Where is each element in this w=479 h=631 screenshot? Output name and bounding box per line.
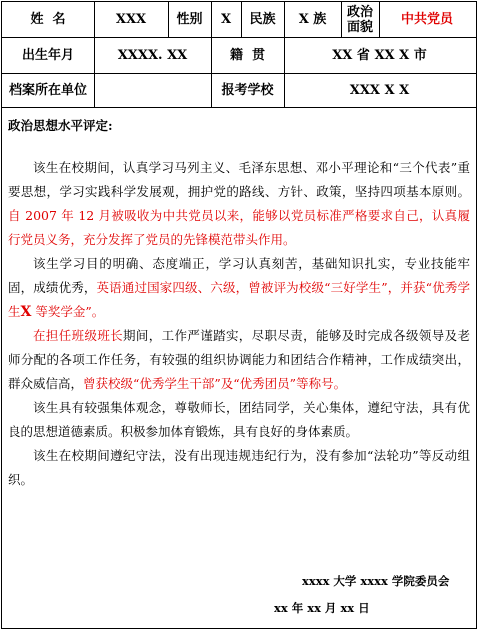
political-value: 中共党员 — [400, 12, 453, 27]
origin-label: 籍 贯 — [229, 47, 266, 63]
row3-divider — [2, 107, 476, 108]
gender-label: 性别 — [176, 12, 203, 27]
political-label-line2: 面貌 — [346, 19, 373, 35]
school-label: 报考学校 — [221, 82, 274, 98]
p2-text: 该生学习目的明确、态度端正，学习认真刻苦，基础知识扎实，专业技能牢固，成绩优秀， — [8, 256, 470, 295]
evaluation-title: 政治思想水平评定: — [8, 118, 113, 133]
signature-org: xxxx 大学 xxxx 学院委员会 — [302, 574, 450, 588]
signature-date: xx 年 xx 月 xx 日 — [274, 601, 370, 615]
evaluation-paragraph-1 — [8, 156, 470, 252]
archive-value — [94, 73, 211, 107]
evaluation-paragraph-4: 该生具有较强集体观念，尊敬师长，团结同学，关心集体，遵纪守法，具有优良的思想道德素质。积极参加体育锻炼，具有良好的身体素质。 — [8, 400, 470, 439]
name-value: XXX — [115, 12, 147, 27]
gender-value: X — [220, 12, 232, 27]
p1-highlight: 自 2007 年 12 月被吸收为中共党员以来，能够以党员标准严格要求自己，认真履行党员义务，充分发挥了党员的先锋模范带头作用。 — [8, 208, 470, 247]
p2-highlight-end: 等奖学金”。 — [31, 304, 105, 319]
evaluation-paragraph-5: 该生在校期间遵纪守法，没有出现违规违纪行为，没有参加“法轮功”等反动组织。 — [8, 448, 470, 487]
evaluation-paragraph-2 — [8, 252, 470, 324]
ethnicity-label: 民族 — [249, 12, 276, 27]
evaluation-form — [1, 1, 477, 629]
p3-highlight-start: 在担任班级班长 — [33, 328, 124, 343]
name-label: 姓 名 — [30, 12, 66, 27]
evaluation-paragraph-3 — [8, 324, 470, 396]
political-label-line1: 政治 — [346, 4, 373, 20]
origin-value: XX 省 XX X 市 — [332, 47, 427, 63]
evaluation-body — [8, 114, 470, 492]
p2-highlight: 英语通过国家四级、六级，曾被评为校级“三好学生”，并获“优秀学生 — [8, 280, 470, 319]
p3-text: 期间，工作严谨踏实，尽职尽责，能够及时完成各级领导及老师分配的各项工作任务，有较强的组织协调能力和团结合作精神，工作成绩突出，群众威信高， — [8, 328, 470, 391]
school-value: XXX X X — [349, 82, 410, 98]
birth-label: 出生年月 — [21, 47, 74, 63]
p2-highlight-grade: X — [20, 304, 32, 320]
political-label — [341, 2, 379, 37]
birth-value: XXXX. XX — [117, 47, 188, 63]
p3-highlight: 曾获校级“优秀学生干部”及“优秀团员”等称号。 — [83, 376, 347, 391]
archive-label: 档案所在单位 — [8, 82, 87, 98]
p1-text: 该生在校期间，认真学习马列主义、毛泽东思想、邓小平理论和“三个代表”重要思想，学习实践科学发展观，拥护党的路线、方针、政策，坚持四项基本原则。 — [8, 160, 470, 199]
ethnicity-value: X 族 — [298, 12, 327, 27]
